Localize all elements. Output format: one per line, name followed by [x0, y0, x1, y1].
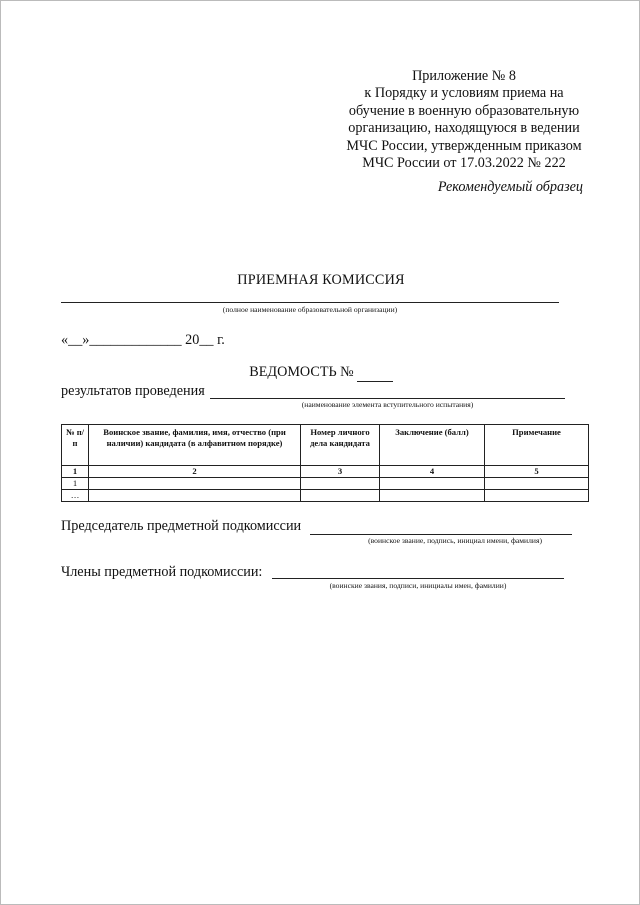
- header-number: № п/п: [62, 425, 89, 466]
- appendix-line: организацию, находящуюся в ведении: [348, 120, 580, 137]
- table-cell[interactable]: [485, 490, 589, 502]
- table-cell: 1: [62, 478, 89, 490]
- appendix-block: [339, 68, 589, 172]
- chairman-caption: (воинское звание, подпись, инициал имени, фамилия): [368, 536, 542, 545]
- statement-number-field[interactable]: [357, 364, 393, 382]
- chairman-signature-field[interactable]: [310, 534, 572, 535]
- appendix-line: МЧС России от 17.03.2022 № 222: [362, 155, 566, 172]
- table-cell[interactable]: [89, 478, 301, 490]
- header-candidate: Воинское звание, фамилия, имя, отчество (при наличии) кандидата (в алфавитном порядке): [89, 425, 301, 466]
- table-row: [62, 478, 589, 490]
- results-table: [61, 424, 589, 502]
- recommended-sample-label: Рекомендуемый образец: [437, 179, 583, 195]
- chairman-label: Председатель предметной подкомиссии: [61, 518, 302, 534]
- column-number: 4: [380, 466, 485, 478]
- header-file-number: Номер личного дела кандидата: [301, 425, 380, 466]
- table-header-row: [62, 425, 589, 466]
- column-number: 1: [62, 466, 89, 478]
- organization-name-caption: (полное наименование образовательной организации): [222, 305, 398, 314]
- members-caption: (воинские звания, подписи, инициалы имен, фамилии): [329, 581, 507, 590]
- column-number: 2: [89, 466, 301, 478]
- column-number: 5: [485, 466, 589, 478]
- header-conclusion: Заключение (балл): [380, 425, 485, 466]
- statement-title-text: ВЕДОМОСТЬ №: [249, 364, 354, 380]
- members-signature-field[interactable]: [272, 578, 564, 579]
- members-label: Члены предметной подкомиссии:: [61, 564, 263, 580]
- header-note: Примечание: [485, 425, 589, 466]
- results-label: результатов проведения: [61, 383, 205, 399]
- appendix-line: обучение в военную образовательную: [348, 102, 580, 119]
- appendix-line: МЧС России, утвержденным приказом: [346, 137, 582, 154]
- commission-title: ПРИЕМНАЯ КОМИССИЯ: [237, 272, 405, 288]
- statement-title: [1, 364, 640, 382]
- test-element-caption: (наименование элемента вступительного испытания): [301, 400, 474, 409]
- table-cell: …: [62, 490, 89, 502]
- table-cell[interactable]: [89, 490, 301, 502]
- appendix-line: к Порядку и условиям приема на: [364, 85, 564, 102]
- table-cell[interactable]: [301, 478, 380, 490]
- column-number-row: [62, 466, 589, 478]
- date-line: «__»_____________ 20__ г.: [61, 332, 225, 348]
- appendix-line: Приложение № 8: [412, 68, 516, 84]
- organization-name-field[interactable]: [61, 302, 559, 303]
- table-row: [62, 490, 589, 502]
- table-cell[interactable]: [301, 490, 380, 502]
- table-cell[interactable]: [485, 478, 589, 490]
- test-element-field[interactable]: [210, 398, 565, 399]
- column-number: 3: [301, 466, 380, 478]
- table-cell[interactable]: [380, 478, 485, 490]
- table-cell[interactable]: [380, 490, 485, 502]
